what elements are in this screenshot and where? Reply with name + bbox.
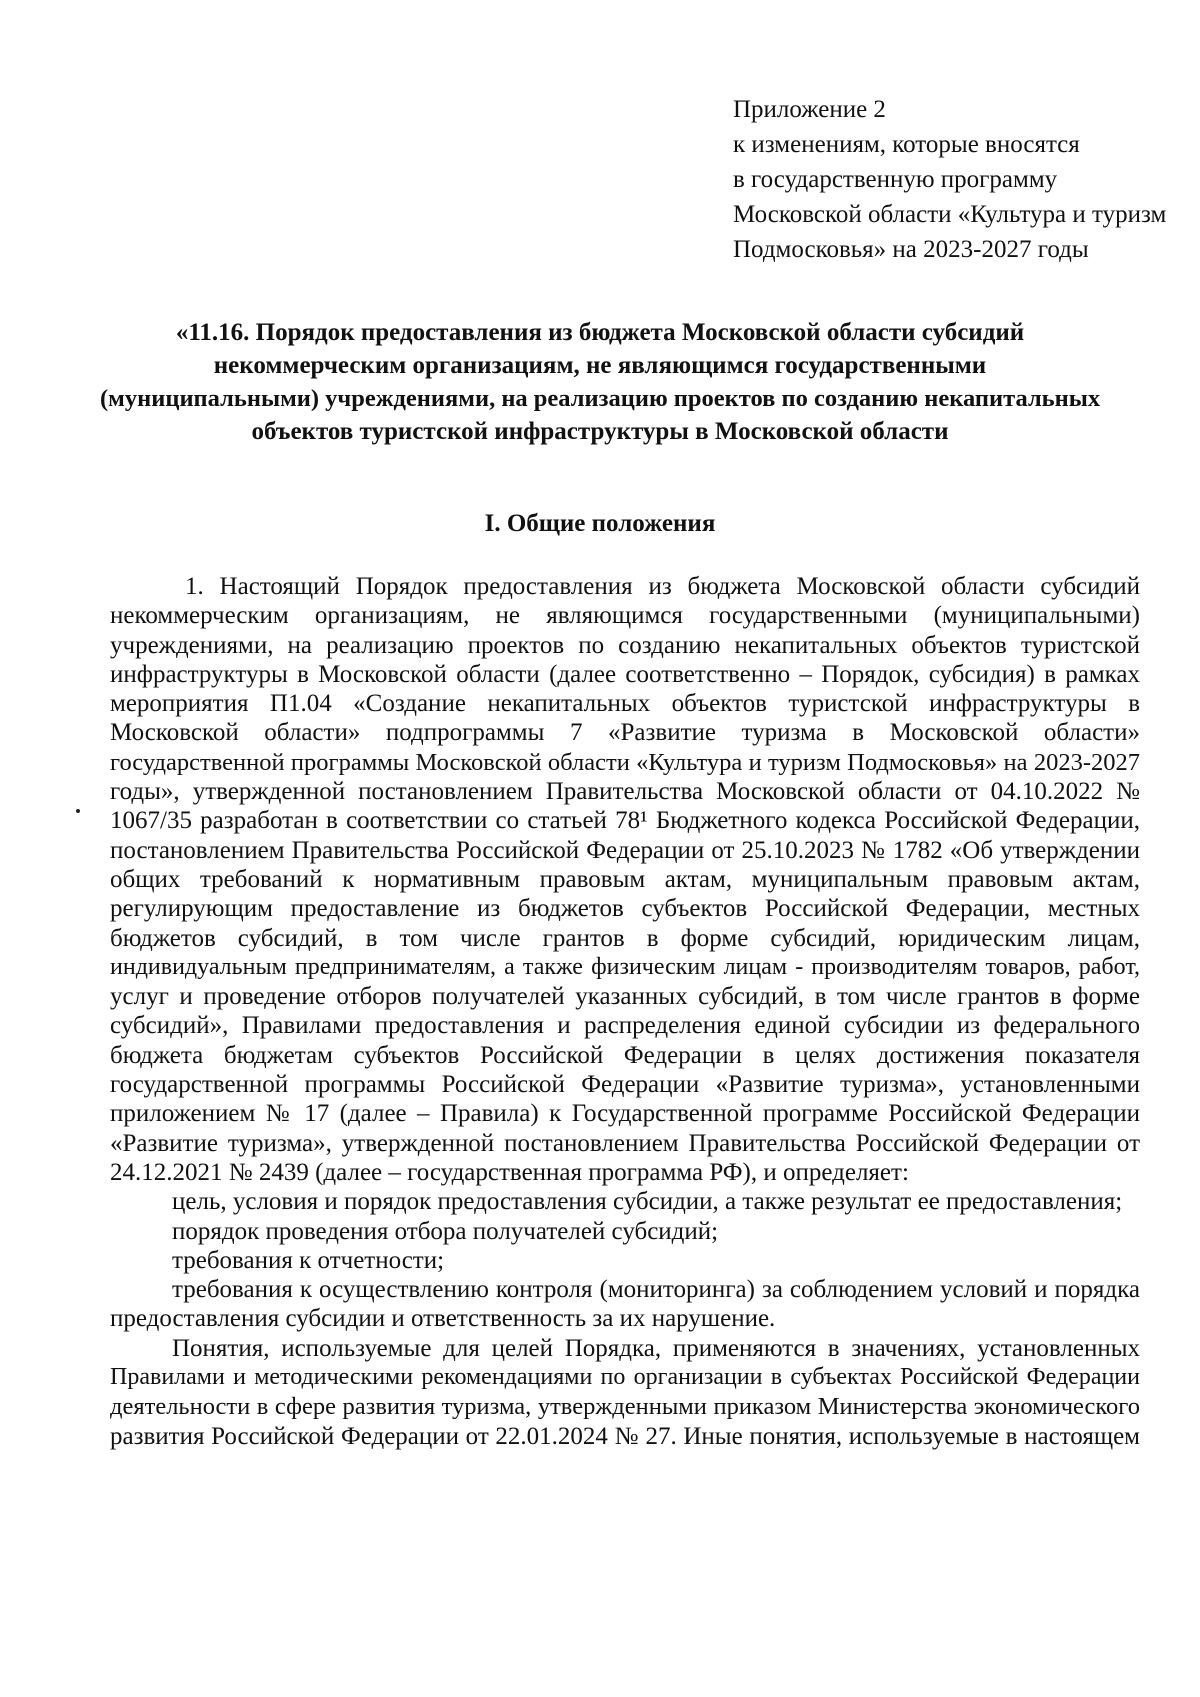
body-line: деятельности в сфере развития туризма, утвержденными приказом Министерства экономического	[110, 1393, 1140, 1421]
body-line: государственной программы Московской области «Культура и туризм Подмосковья» на 2023-2027	[110, 748, 1140, 776]
body-line: 1067/35 разработан в соответствии со статьей 78¹ Бюджетного кодекса Российской Федерации,	[110, 807, 1140, 835]
body-line: Московской области» подпрограммы 7 «Развитие туризма в Московской области»	[110, 719, 1140, 747]
scan-speck	[76, 809, 80, 813]
body-line: бюджета бюджетам субъектов Российской Федерации в целях достижения показателя	[110, 1041, 1140, 1069]
body-line: приложением № 17 (далее – Правила) к Государственной программе Российской Федерации	[110, 1100, 1140, 1128]
appendix-line: Московской области «Культура и туризм	[733, 201, 1167, 228]
body-line: инфраструктуры в Московской области (далее соответственно – Порядок, субсидия) в рамках	[110, 660, 1140, 688]
body-line: требования к осуществлению контроля (мониторинга) за соблюдением условий и порядка	[172, 1276, 1140, 1304]
body-line: общих требований к нормативным правовым актам, муниципальным правовым актам,	[110, 865, 1140, 893]
body-line: субсидий», Правилами предоставления и распределения единой субсидии из федерального	[110, 1012, 1140, 1040]
body-line: Правилами и методическими рекомендациями по организации в субъектах Российской Федерации	[110, 1364, 1140, 1391]
body-line: развития Российской Федерации от 22.01.2024 № 27. Иные понятия, используемые в настоящем	[110, 1422, 1140, 1450]
title-line: объектов туристской инфраструктуры в Московской области	[251, 418, 949, 445]
appendix-header	[733, 92, 1173, 267]
body-line: предоставления субсидии и ответственность за их нарушение.	[110, 1305, 776, 1333]
title-line: некоммерческим организациям, не являющимся государственными	[213, 352, 987, 379]
body-line: некоммерческим организациям, не являющимся государственными (муниципальными)	[110, 602, 1140, 630]
list-item: цель, условия и порядок предоставления субсидии, а также результат ее предоставления;	[172, 1188, 1123, 1216]
list-item: требования к отчетности;	[172, 1246, 445, 1274]
appendix-line: Приложение 2	[733, 96, 886, 123]
appendix-line: к изменениям, которые вносятся	[733, 131, 1080, 158]
title-line: «11.16. Порядок предоставления из бюджета Московской области субсидий	[175, 319, 1025, 346]
document-title	[100, 316, 1100, 448]
body-line: услуг и проведение отборов получателей указанных субсидий, в том числе грантов в форме	[110, 983, 1140, 1011]
list-item: порядок проведения отбора получателей субсидий;	[172, 1217, 719, 1245]
body-line: индивидуальным предпринимателям, а также физическим лицам - производителям товаров, работ,	[110, 953, 1140, 980]
body-line: годы», утвержденной постановлением Правительства Московской области от 04.10.2022 №	[110, 778, 1140, 806]
body-line: Понятия, используемые для целей Порядка, применяются в значениях, установленных	[172, 1334, 1140, 1362]
body-line: бюджетов субсидий, в том числе грантов в форме субсидий, юридическим лицам,	[110, 924, 1140, 952]
body-line: государственной программы Российской Федерации «Развитие туризма», установленными	[110, 1071, 1140, 1099]
body-line: учреждениями, на реализацию проектов по созданию некапитальных объектов туристской	[110, 631, 1140, 659]
appendix-line: Подмосковья» на 2023-2027 годы	[733, 236, 1089, 263]
body-line: регулирующим предоставление из бюджетов субъектов Российской Федерации, местных	[110, 895, 1140, 923]
body-line: мероприятия П1.04 «Создание некапитальных объектов туристской инфраструктуры в	[110, 690, 1140, 718]
section-heading: I. Общие положения	[484, 510, 716, 537]
title-line: (муниципальными) учреждениями, на реализацию проектов по созданию некапитальных	[100, 385, 1101, 412]
body-line: постановлением Правительства Российской Федерации от 25.10.2023 № 1782 «Об утверждении	[110, 836, 1140, 864]
document-body	[110, 572, 1140, 1451]
body-line: 1. Настоящий Порядок предоставления из бюджета Московской области субсидий	[185, 573, 1140, 600]
appendix-line: в государственную программу	[733, 166, 1058, 193]
body-line: «Развитие туризма», утвержденной постановлением Правительства Российской Федерации от	[110, 1129, 1140, 1157]
body-line: 24.12.2021 № 2439 (далее – государственная программа РФ), и определяет:	[110, 1158, 909, 1186]
